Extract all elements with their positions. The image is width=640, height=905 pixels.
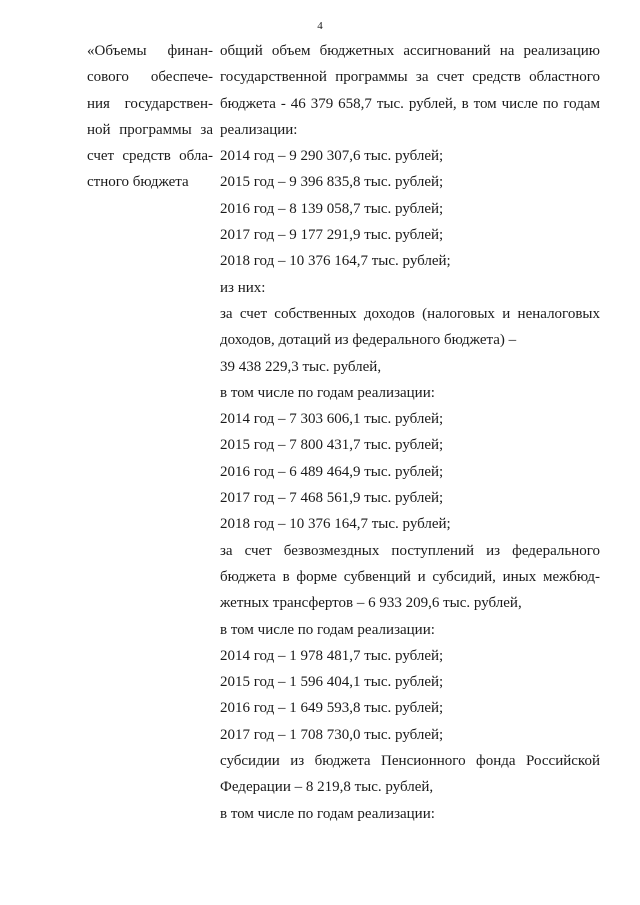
text-line: бюджета в форме субвенций и субсидий, иных межбюд-	[220, 568, 600, 585]
year-amount-line: 2015 год – 7 800 431,7 тыс. рублей;	[220, 437, 444, 454]
year-amount-line: 2018 год – 10 376 164,7 тыс. рублей;	[220, 516, 451, 533]
text-line: за счет собственных доходов (налоговых и неналоговых	[220, 305, 600, 322]
year-amount-line: 2015 год – 1 596 404,1 тыс. рублей;	[220, 674, 444, 691]
page-number: 4	[317, 20, 323, 32]
year-amount-line: 2016 год – 8 139 058,7 тыс. рублей;	[220, 200, 444, 217]
label-line: счет средств обла-	[87, 148, 213, 165]
year-amount-line: 2017 год – 9 177 291,9 тыс. рублей;	[220, 227, 444, 244]
section-label-column	[87, 38, 213, 196]
label-line: «Объемы финан-	[87, 43, 213, 59]
text-line: 39 438 229,3 тыс. рублей,	[220, 358, 382, 375]
text-line: реализации:	[220, 121, 298, 138]
text-line: в том числе по годам реализации:	[220, 621, 435, 638]
text-line: за счет безвозмездных поступлений из федерального	[220, 542, 600, 559]
label-line: ния государствен-	[87, 95, 213, 112]
year-amount-line: 2014 год – 9 290 307,6 тыс. рублей;	[220, 148, 444, 165]
text-line: жетных трансфертов – 6 933 209,6 тыс. рублей,	[220, 595, 522, 612]
year-amount-line: 2018 год – 10 376 164,7 тыс. рублей;	[220, 253, 451, 270]
text-line: субсидии из бюджета Пенсионного фонда Российской	[220, 753, 600, 770]
year-amount-line: 2017 год – 7 468 561,9 тыс. рублей;	[220, 490, 444, 507]
label-line: сового обеспече-	[87, 69, 213, 86]
text-line: в том числе по годам реализации:	[220, 805, 435, 822]
year-amount-line: 2017 год – 1 708 730,0 тыс. рублей;	[220, 726, 444, 743]
year-amount-line: 2015 год – 9 396 835,8 тыс. рублей;	[220, 174, 444, 191]
text-line: бюджета - 46 379 658,7 тыс. рублей, в том числе по годам	[220, 95, 600, 112]
year-amount-line: 2016 год – 1 649 593,8 тыс. рублей;	[220, 700, 444, 717]
funding-text-column	[220, 38, 600, 827]
year-amount-line: 2014 год – 7 303 606,1 тыс. рублей;	[220, 411, 444, 428]
text-line: в том числе по годам реализации:	[220, 384, 435, 401]
year-amount-line: 2016 год – 6 489 464,9 тыс. рублей;	[220, 463, 444, 480]
label-line: ной программы за	[87, 121, 213, 138]
text-line: Федерации – 8 219,8 тыс. рублей,	[220, 779, 434, 796]
text-line: из них:	[220, 279, 266, 296]
label-line: стного бюджета	[87, 174, 189, 191]
text-line: доходов, дотаций из федерального бюджета) –	[220, 332, 517, 349]
year-amount-line: 2014 год – 1 978 481,7 тыс. рублей;	[220, 647, 444, 664]
text-line: общий объем бюджетных ассигнований на реализацию	[220, 43, 600, 59]
text-line: государственной программы за счет средств областного	[220, 69, 600, 86]
